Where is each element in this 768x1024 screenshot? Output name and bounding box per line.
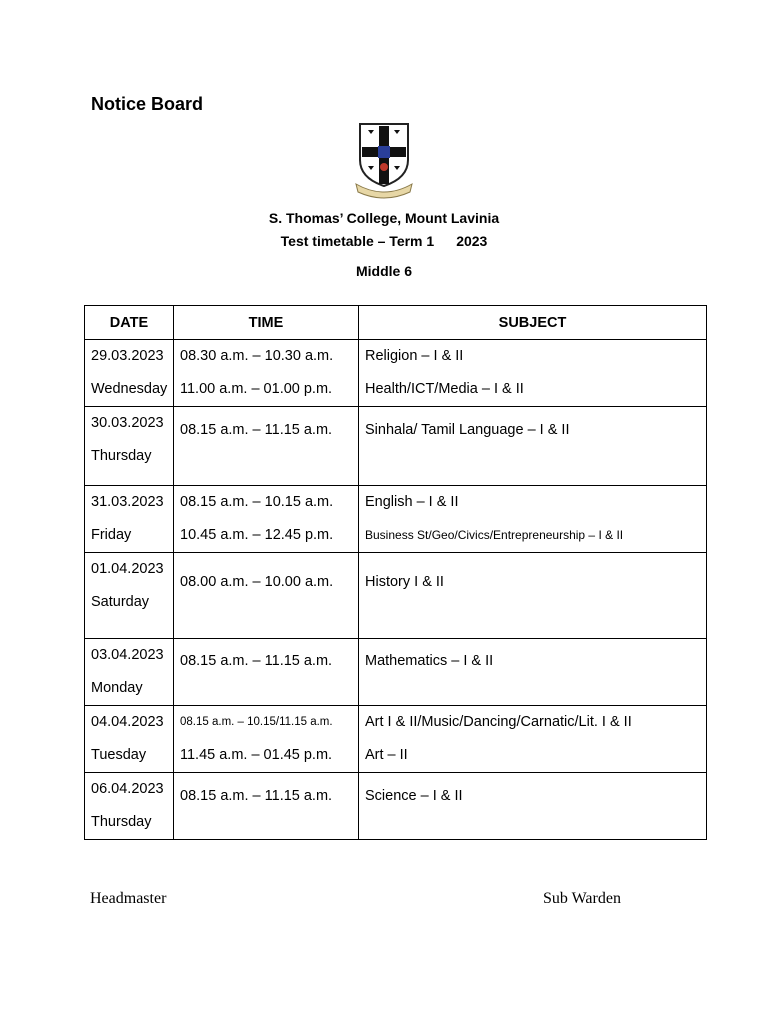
table-row <box>85 553 707 639</box>
date-text: 29.03.2023 <box>91 348 164 364</box>
subject-text: Business St/Geo/Civics/Entrepreneurship – I & II <box>365 528 624 542</box>
timetable-term: Test timetable – Term 1 <box>280 233 435 249</box>
school-crest-logo <box>350 120 418 200</box>
table-header-row <box>85 306 707 340</box>
time-text: 08.15 a.m. – 11.15 a.m. <box>180 653 333 669</box>
subject-cell <box>359 553 707 639</box>
time-cell <box>174 407 359 486</box>
day-text: Friday <box>91 527 132 543</box>
table-row <box>85 340 707 407</box>
time-text: 11.00 a.m. – 01.00 p.m. <box>180 381 333 397</box>
subject-text: Religion – I & II <box>365 348 464 364</box>
subject-text: English – I & II <box>365 494 459 510</box>
date-cell <box>85 340 174 407</box>
subject-text: Health/ICT/Media – I & II <box>365 381 524 397</box>
subject-text: Art – II <box>365 747 408 763</box>
time-text: 08.30 a.m. – 10.30 a.m. <box>180 348 334 364</box>
school-name: S. Thomas’ College, Mount Lavinia <box>268 210 500 226</box>
date-header: DATE <box>85 306 174 340</box>
date-text: 03.04.2023 <box>91 647 164 663</box>
time-cell <box>174 706 359 773</box>
timetable-table <box>84 305 707 840</box>
table-row <box>85 407 707 486</box>
subject-text: Mathematics – I & II <box>365 653 494 669</box>
day-text: Thursday <box>91 448 152 464</box>
time-text: 08.15 a.m. – 11.15 a.m. <box>180 422 333 438</box>
day-text: Wednesday <box>91 381 168 397</box>
time-cell <box>174 486 359 553</box>
date-cell <box>85 553 174 639</box>
table-row <box>85 706 707 773</box>
table-row <box>85 639 707 706</box>
subject-cell <box>359 773 707 840</box>
headmaster-signature-label: Headmaster <box>90 890 167 907</box>
grade-title: Middle 6 <box>355 263 412 279</box>
time-cell <box>174 639 359 706</box>
subject-cell <box>359 486 707 553</box>
subject-text: History I & II <box>365 574 444 590</box>
table-row <box>85 486 707 553</box>
date-text: 30.03.2023 <box>91 415 164 431</box>
timetable-year: 2023 <box>456 233 488 249</box>
time-header: TIME <box>174 306 359 340</box>
subject-cell <box>359 340 707 407</box>
date-text: 06.04.2023 <box>91 781 164 797</box>
day-text: Tuesday <box>91 747 147 763</box>
notice-board-heading: Notice Board <box>91 94 204 114</box>
subject-cell <box>359 639 707 706</box>
time-text: 08.00 a.m. – 10.00 a.m. <box>180 574 334 590</box>
subject-cell <box>359 407 707 486</box>
date-cell <box>85 706 174 773</box>
time-text: 08.15 a.m. – 10.15 a.m. <box>180 494 334 510</box>
time-cell <box>174 340 359 407</box>
day-text: Thursday <box>91 814 152 830</box>
date-cell <box>85 773 174 840</box>
time-cell <box>174 553 359 639</box>
time-text: 08.15 a.m. – 11.15 a.m. <box>180 788 333 804</box>
date-cell <box>85 407 174 486</box>
date-text: 04.04.2023 <box>91 714 164 730</box>
subject-cell <box>359 706 707 773</box>
subject-header: SUBJECT <box>359 306 707 340</box>
day-text: Saturday <box>91 594 150 610</box>
subject-text: Science – I & II <box>365 788 463 804</box>
subject-text: Art I & II/Music/Dancing/Carnatic/Lit. I & II <box>365 714 632 730</box>
date-text: 01.04.2023 <box>91 561 164 577</box>
timetable-title <box>0 233 768 249</box>
time-text: 10.45 a.m. – 12.45 p.m. <box>180 527 334 543</box>
table-row <box>85 773 707 840</box>
time-text: 11.45 a.m. – 01.45 p.m. <box>180 747 333 763</box>
subject-text: Sinhala/ Tamil Language – I & II <box>365 422 570 438</box>
time-cell <box>174 773 359 840</box>
sub-warden-signature-label: Sub Warden <box>543 890 621 907</box>
date-cell <box>85 486 174 553</box>
day-text: Monday <box>91 680 143 696</box>
date-cell <box>85 639 174 706</box>
time-text: 08.15 a.m. – 10.15/11.15 a.m. <box>180 716 333 728</box>
date-text: 31.03.2023 <box>91 494 164 510</box>
